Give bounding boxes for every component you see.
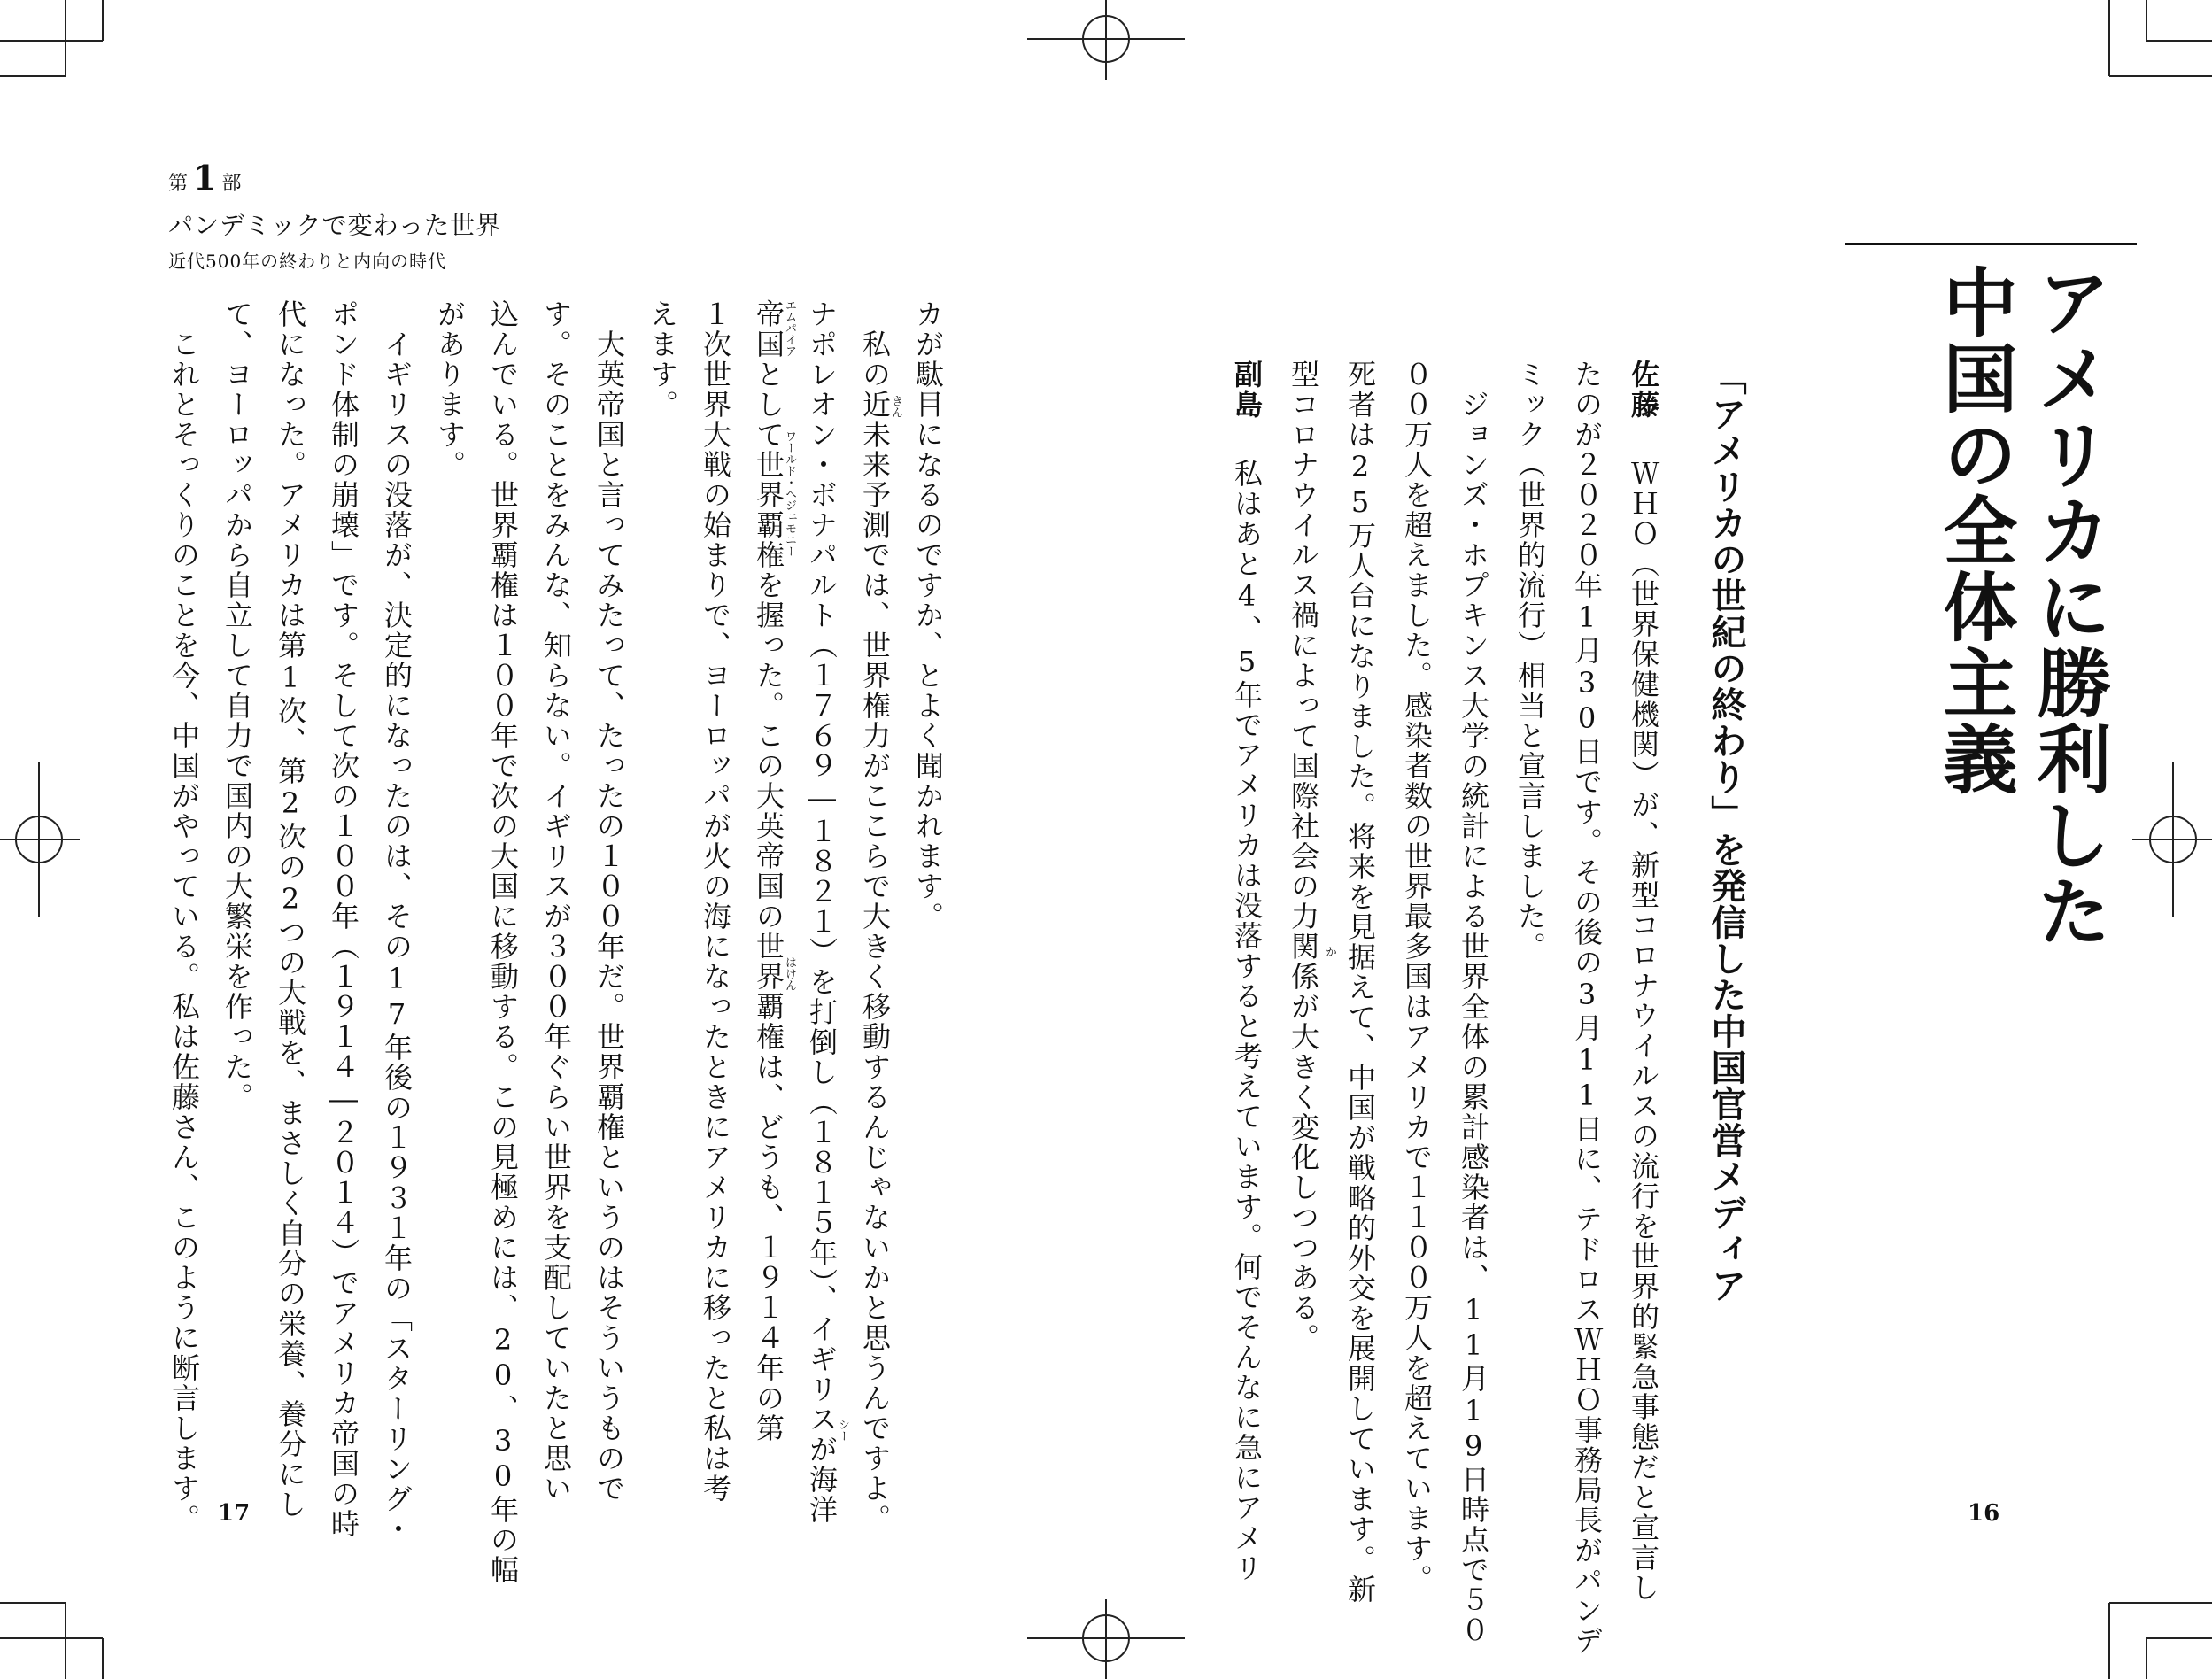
body-column-l12: ポンド体制の崩壊」です。そして次の１００年（１９１４―２０１４）でアメリカ帝国の時	[327, 299, 360, 1539]
part-prefix: 第	[168, 173, 190, 195]
title-rule	[1845, 243, 2137, 245]
body-column-l6: えます。	[646, 299, 679, 420]
body-column-l1: カが駄目になるのですか、とよく聞かれます。	[911, 299, 945, 932]
ruby-ka: か	[1323, 946, 1336, 957]
speaker-sato: 佐藤	[1627, 360, 1660, 420]
body-column-l15: これとそっくりのことを今、中国がやっている。私は佐藤さん、このように断言します。	[167, 299, 201, 1534]
part-number: 1	[193, 158, 219, 197]
body-column-l10: があります。	[433, 299, 467, 480]
ruby-world-hegemony: ワールド・ヘジェモニー	[783, 430, 796, 557]
page-number-left: 17	[218, 1500, 251, 1527]
body-text: ＷＨＯ（世界保健機関）が、新型コロナウイルスの流行を世界的緊急事態だと宣言し	[1627, 429, 1660, 1603]
section-heading: 「アメリカの世紀の終わり」を発信した中国官営メディア	[1705, 360, 1746, 1304]
body-column-r5: ００万人を超えました。感染者数の世界最多国はアメリカで１１００万人を超えています。	[1400, 360, 1434, 1594]
body-column-r2: たのが２０２０年1月30日です。その後の3月11日に、テドロスＷＨＯ事務局長がパンデ	[1570, 360, 1604, 1656]
body-text: 私はあと4、5年でアメリカは没落すると考えています。何でそんなに急にアメリ	[1230, 429, 1264, 1583]
body-column-r3: ミック（世界的流行）相当と宣言しました。	[1513, 360, 1547, 962]
chapter-title-line2: 中国の全体主義	[1931, 264, 2018, 797]
ruby-sea: シー	[836, 1419, 849, 1442]
body-column-l3: ナポレオン・ボナパルト（１７６９―１８２１）を打倒し（１８１５年）、イギリスが海洋	[805, 299, 839, 1525]
body-column-l9: 込んでいる。世界覇権は１００年で次の大国に移動する。この見極めには、20、30年の幅	[486, 299, 520, 1585]
body-column-l13: 代になった。アメリカは第1次、第2次の2つの大戦を、まさしく自分の栄養、養分にし	[274, 299, 307, 1520]
ruby-haken: はけん	[783, 956, 796, 991]
body-column-l11: イギリスの没落が、決定的になったのは、その17年後の１９３１年の「スターリング・	[380, 299, 414, 1544]
body-column-r1	[1628, 360, 1659, 1603]
body-column-r8	[1231, 360, 1263, 1583]
speaker-soejima: 副島	[1230, 360, 1264, 420]
body-column-l2: 私の近未来予測では、世界権力がここらで大きく移動するんじゃないかと思うんですよ。	[858, 299, 892, 1534]
ruby-emperor: エムパイア	[783, 299, 796, 357]
body-column-l4: 帝国として世界覇権を握った。この大英帝国の世界覇権は、どうも、１９１４年の第	[752, 299, 785, 1443]
part-suffix: 部	[221, 173, 244, 195]
running-header	[168, 158, 700, 273]
page-number-right: 16	[1968, 1500, 2000, 1527]
body-column-l8: す。そのことをみんな、知らない。イギリスが３００年ぐらい世界を支配していたと思い	[539, 299, 573, 1504]
part-subtitle: 近代500年の終わりと内向の時代	[168, 251, 447, 272]
body-column-r4: ジョンズ・ホプキンス大学の統計による世界全体の累計感染者は、11月19日時点で５０	[1457, 360, 1490, 1645]
body-column-r6: 死者は25万人台になりました。将来を見据えて、中国が戦略的外交を展開しています。新	[1343, 360, 1377, 1605]
body-column-l14: て、ヨーロッパから自立して自力で国内の大繁栄を作った。	[220, 299, 254, 1112]
body-column-l5: １次世界大戦の始まりで、ヨーロッパが火の海になったときにアメリカに移ったと私は考	[699, 299, 732, 1504]
ruby-kin: きん	[889, 395, 902, 418]
part-title: パンデミックで変わった世界	[168, 211, 502, 240]
body-column-l7: 大英帝国と言ってみたって、たったの１００年だ。世界覇権というのはそういうもので	[592, 299, 626, 1504]
chapter-title-line1: アメリカに勝利した	[2025, 264, 2112, 949]
body-column-r7: 型コロナウイルス禍によって国際社会の力関係が大きく変化しつつある。	[1287, 360, 1320, 1353]
part-label	[168, 158, 700, 197]
